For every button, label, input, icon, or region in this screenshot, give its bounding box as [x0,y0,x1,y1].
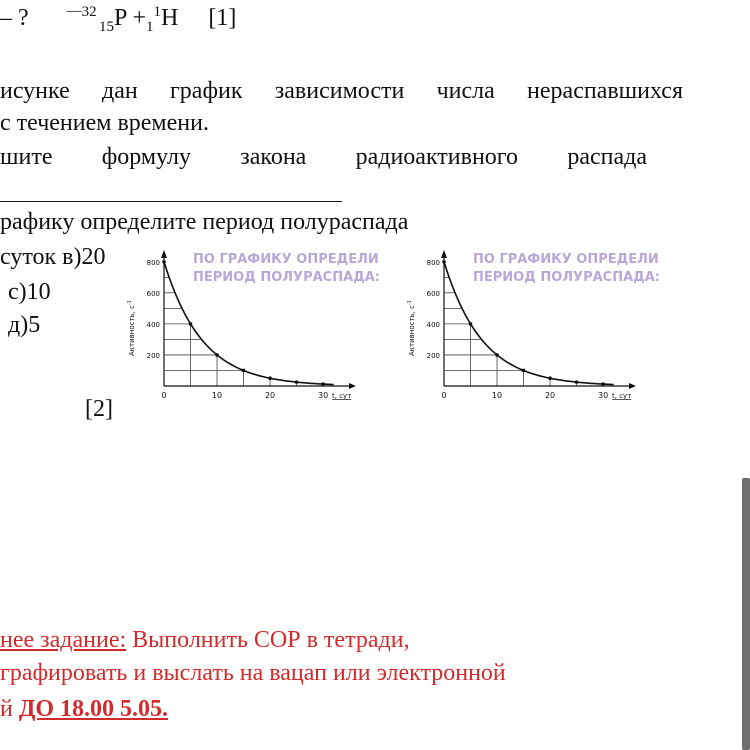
phosphorus-charge-number: 15 [99,18,114,35]
chart-banner-line: ПО ГРАФИКУ ОПРЕДЕЛИ [473,252,659,267]
task-line-2: с течением времени. [0,110,209,136]
y-tick-label: 600 [426,289,440,298]
option-a-b: суток в)20 [0,244,106,270]
y-axis-label: Активность, $с^{-1}$ [407,300,416,356]
y-axis-arrow [161,250,167,258]
y-tick-label: 600 [146,289,160,298]
data-point [575,380,579,384]
reaction-equation [0,5,97,30]
data-point [268,376,272,380]
homework-line-1 [0,628,410,652]
homework-deadline: ДО 18.00 5.05. [18,696,169,722]
task-line-4: рафику определите период полураспада [0,209,409,235]
data-point [469,322,473,326]
x-axis-label: t, сут [612,392,632,400]
y-tick-label: 200 [146,351,160,360]
y-axis-label: Активность, $с^{-1}$ [127,300,136,356]
x-tick-label: 20 [544,391,556,400]
x-tick-label: 10 [211,391,223,400]
homework-line-2: графировать и выслать на вацап или электронной [0,660,506,686]
phosphorus-symbol: P [114,5,127,31]
option-c: с)10 [8,279,51,305]
plus-sign: + [132,5,147,31]
y-tick-label: 400 [426,320,440,329]
y-axis-arrow [441,250,447,258]
task-word-2: формулу [101,144,192,170]
task-word-1: шите [0,144,53,170]
data-point [242,369,246,373]
y-tick-label: 800 [426,258,440,267]
points-one: [1] [208,5,237,31]
homework-prefix: й [0,696,19,722]
y-axis-label-superscript: -1 [407,300,413,306]
phosphorus-term [99,5,236,35]
data-point [442,260,446,264]
reaction-lead: – ? [0,5,29,31]
x-axis-arrow [629,383,636,389]
chart-banner-line: ПО ГРАФИКУ ОПРЕДЕЛИ [193,252,379,267]
decay-chart-right [400,240,695,428]
data-point [162,260,166,264]
homework-label: нее задание: [0,627,127,653]
decay-chart-left [120,240,415,428]
task-line-1-text: исунке дан график зависимости числа нераспавшихся [0,78,683,104]
x-tick-label: 0 [441,391,447,400]
data-point [522,369,526,373]
phosphorus-mass-number: 32 [81,4,97,20]
x-tick-label: 30 [317,391,329,400]
hydrogen-symbol: H [161,5,179,31]
y-tick-label: 800 [146,258,160,267]
x-tick-label: 20 [264,391,276,400]
x-axis-arrow [349,383,356,389]
hydrogen-charge-number: 1 [146,18,154,35]
data-point [601,382,605,386]
chart-banner-line: ПЕРИОД ПОЛУРАСПАДА: [473,270,660,285]
x-tick-label: 0 [161,391,167,400]
data-point [215,353,219,357]
y-axis-label-superscript: -1 [127,300,133,306]
homework-line-3 [0,697,168,721]
hydrogen-mass-number: 1 [153,4,162,20]
data-point [295,380,299,384]
points-two: [2] [85,396,113,422]
x-axis-label: t, сут [332,392,352,400]
chart-banner-line: ПЕРИОД ПОЛУРАСПАДА: [193,270,380,285]
task-word-5: распада [567,144,647,170]
reaction-bar: — [66,3,82,19]
task-line-3 [0,144,647,171]
data-point [189,322,193,326]
answer-blank-line [0,201,342,202]
option-d: д)5 [8,312,41,338]
vertical-scrollbar[interactable] [742,478,750,750]
task-line-1 [0,78,683,105]
data-point [548,376,552,380]
x-tick-label: 10 [491,391,503,400]
y-tick-label: 400 [146,320,160,329]
data-point [321,382,325,386]
y-tick-label: 200 [426,351,440,360]
data-point [495,353,499,357]
task-word-4: радиоактивного [355,144,519,170]
x-tick-label: 30 [597,391,609,400]
homework-text-1: Выполнить СОР в тетради, [126,627,410,653]
task-word-3: закона [240,144,307,170]
